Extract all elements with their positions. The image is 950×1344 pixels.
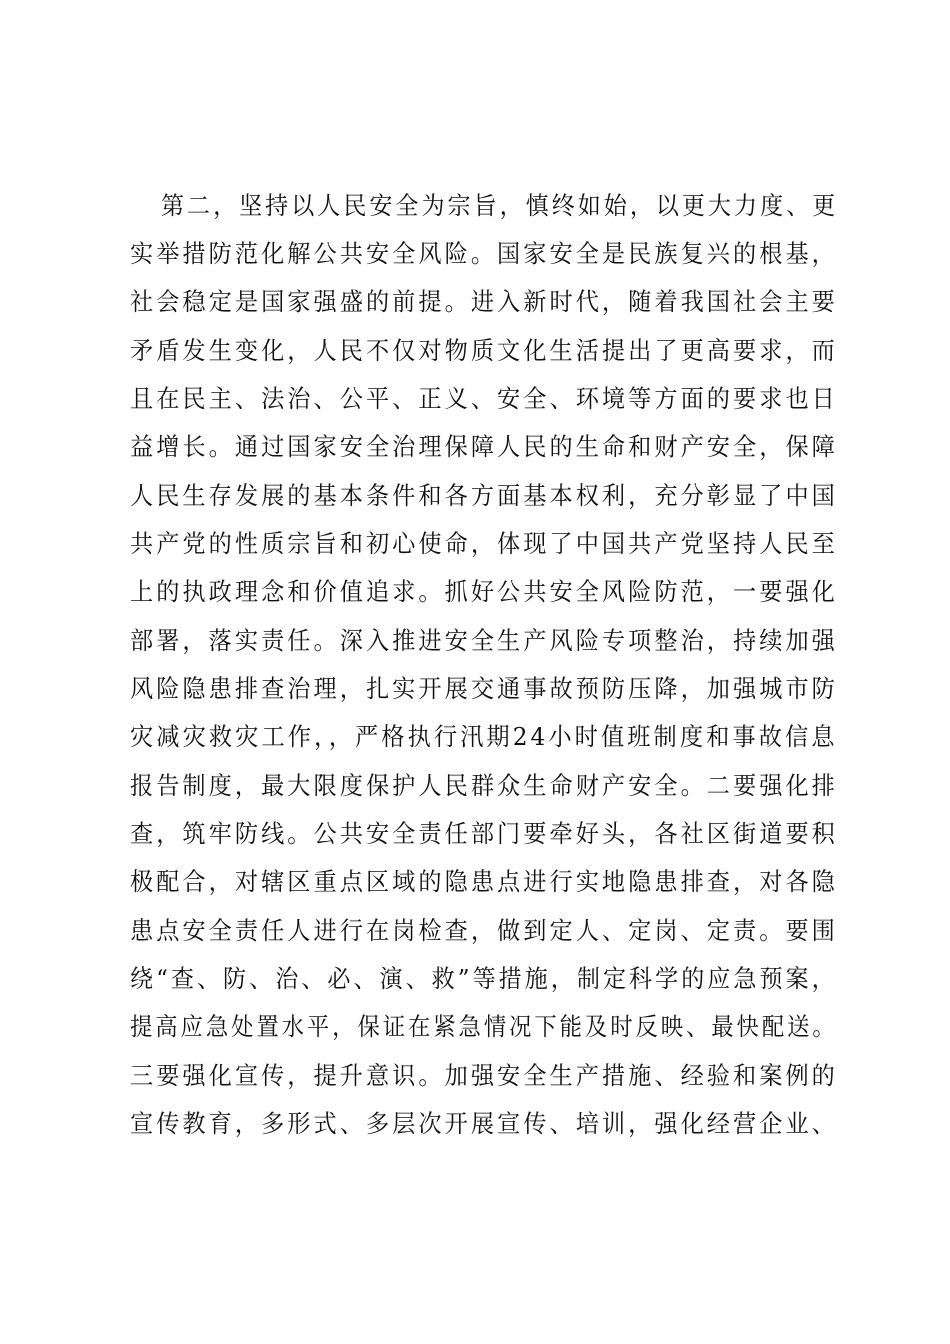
paragraph-line: 矛盾发生变化，人民不仅对物质文化生活提出了更高要求，而: [130, 336, 838, 365]
paragraph-line: 社会稳定是国家强盛的前提。进入新时代，随着我国社会主要: [130, 287, 838, 316]
paragraph-line: 提高应急处置水平，保证在紧急情况下能及时反映、最快配送。: [130, 1012, 838, 1041]
paragraph-line: 绕“查、防、治、必、演、救”等措施，制定科学的应急预案，: [130, 964, 838, 993]
paragraph-line: 患点安全责任人进行在岗检查，做到定人、定岗、定责。要围: [130, 916, 838, 945]
paragraph-line: 共产党的性质宗旨和初心使命，体现了中国共产党坚持人民至: [130, 529, 838, 558]
paragraph-line: 三要强化宣传，提升意识。加强安全生产措施、经验和案例的: [130, 1061, 838, 1090]
paragraph-line: 上的执政理念和价值追求。抓好公共安全风险防范，一要强化: [130, 577, 838, 606]
paragraph-line: 人民生存发展的基本条件和各方面基本权利，充分彰显了中国: [130, 481, 838, 510]
paragraph-line: 极配合，对辖区重点区域的隐患点进行实地隐患排查，对各隐: [130, 867, 838, 896]
paragraph-line: 部署，落实责任。深入推进安全生产风险专项整治，持续加强: [130, 626, 838, 655]
paragraph-line: 灾减灾救灾工作，，严格执行汛期24小时值班制度和事故信息: [130, 722, 838, 751]
paragraph-line: 第二，坚持以人民安全为宗旨，慎终如始，以更大力度、更: [161, 191, 839, 220]
paragraph-line: 实举措防范化解公共安全风险。国家安全是民族复兴的根基，: [130, 239, 838, 268]
paragraph-line: 宣传教育，多形式、多层次开展宣传、培训，强化经营企业、: [130, 1109, 838, 1138]
paragraph-line: 益增长。通过国家安全治理保障人民的生命和财产安全，保障: [130, 432, 838, 461]
paragraph-line: 报告制度，最大限度保护人民群众生命财产安全。二要强化排: [130, 771, 838, 800]
paragraph-line: 且在民主、法治、公平、正义、安全、环境等方面的要求也日: [130, 384, 838, 413]
paragraph-line: 查，筑牢防线。公共安全责任部门要牵好头，各社区街道要积: [130, 819, 838, 848]
paragraph-line: 风险隐患排查治理，扎实开展交通事故预防压降，加强城市防: [130, 674, 838, 703]
